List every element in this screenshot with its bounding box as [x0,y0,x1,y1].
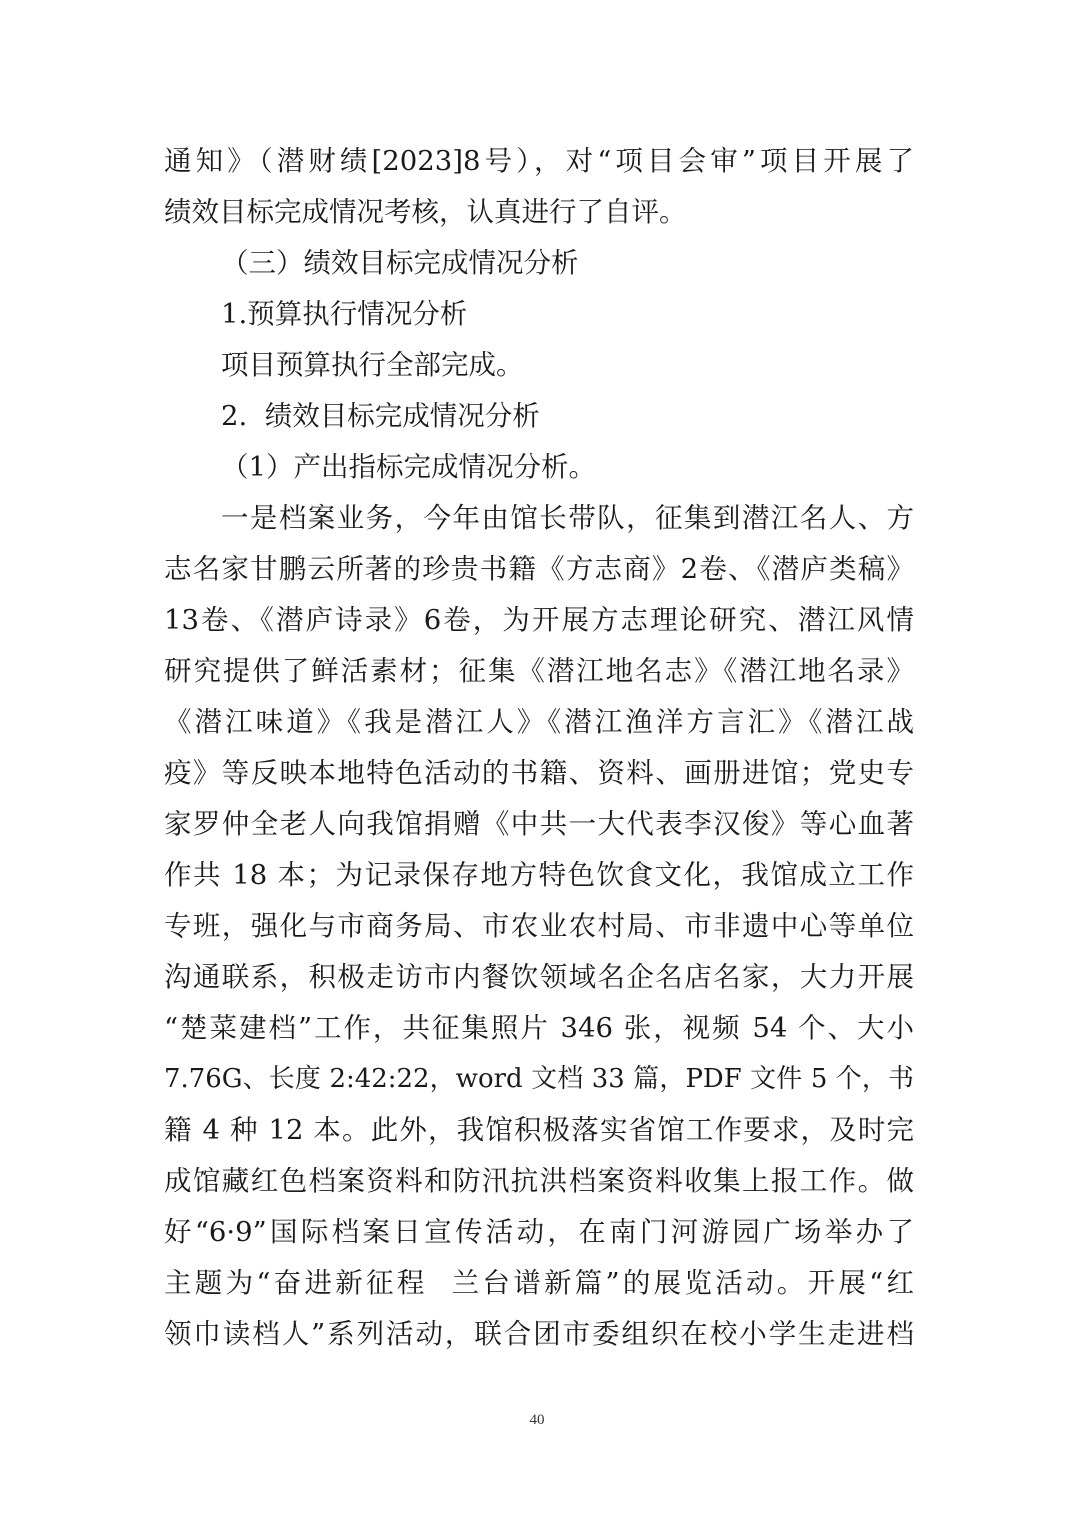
paragraph-line: 成馆藏红色档案资料和防汛抗洪档案资料收集上报工作。做 [164,1165,914,1197]
paragraph-line: 领巾读档人”系列活动，联合团市委组织在校小学生走进档 [164,1318,914,1350]
paragraph-line: 《潜江味道》《我是潜江人》《潜江渔洋方言汇》《潜江战 [164,706,914,738]
subsection-heading: 1.预算执行情况分析 [221,298,468,330]
paragraph-line: 通知》（潜财绩[2023]8号），对“项目会审”项目开展了 [164,145,914,177]
paragraph-line: 沟通联系，积极走访市内餐饮领域名企名店名家，大力开展 [164,961,914,993]
body-text [164,136,914,1360]
subsection-heading: （1）产出指标完成情况分析。 [221,451,596,483]
paragraph-line: 好“6·9”国际档案日宣传活动，在南门河游园广场举办了 [164,1216,914,1248]
subsection-heading: 2. 绩效目标完成情况分析 [221,400,540,432]
paragraph-line: “楚菜建档”工作，共征集照片 346 张，视频 54 个、大小 [164,1012,914,1044]
paragraph-line: 项目预算执行全部完成。 [221,349,524,381]
paragraph-line: 志名家甘鹏云所著的珍贵书籍《方志商》2卷、《潜庐类稿》 [164,553,914,585]
paragraph-line: 研究提供了鲜活素材；征集《潜江地名志》《潜江地名录》 [164,655,914,687]
paragraph-line: 专班，强化与市商务局、市农业农村局、市非遗中心等单位 [164,910,914,942]
paragraph-line: 主题为“奋进新征程 兰台谱新篇”的展览活动。开展“红 [164,1267,914,1299]
paragraph-line: 作共 18 本；为记录保存地方特色饮食文化，我馆成立工作 [164,859,914,891]
paragraph-line: 7.76G、长度 2:42:22，word 文档 33 篇，PDF 文件 5 个，书 [164,1064,914,1094]
paragraph-line: 家罗仲全老人向我馆捐赠《中共一大代表李汉俊》等心血著 [164,808,914,840]
page-number: 40 [529,1412,545,1428]
section-heading: （三）绩效目标完成情况分析 [221,247,579,279]
paragraph-line: 一是档案业务，今年由馆长带队，征集到潜江名人、方 [221,502,914,534]
paragraph-line: 籍 4 种 12 本。此外，我馆积极落实省馆工作要求，及时完 [164,1114,914,1146]
paragraph-line: 绩效目标完成情况考核，认真进行了自评。 [164,196,687,228]
paragraph-line: 疫》等反映本地特色活动的书籍、资料、画册进馆；党史专 [164,757,914,789]
paragraph-line: 13卷、《潜庐诗录》6卷，为开展方志理论研究、潜江风情 [164,604,914,636]
